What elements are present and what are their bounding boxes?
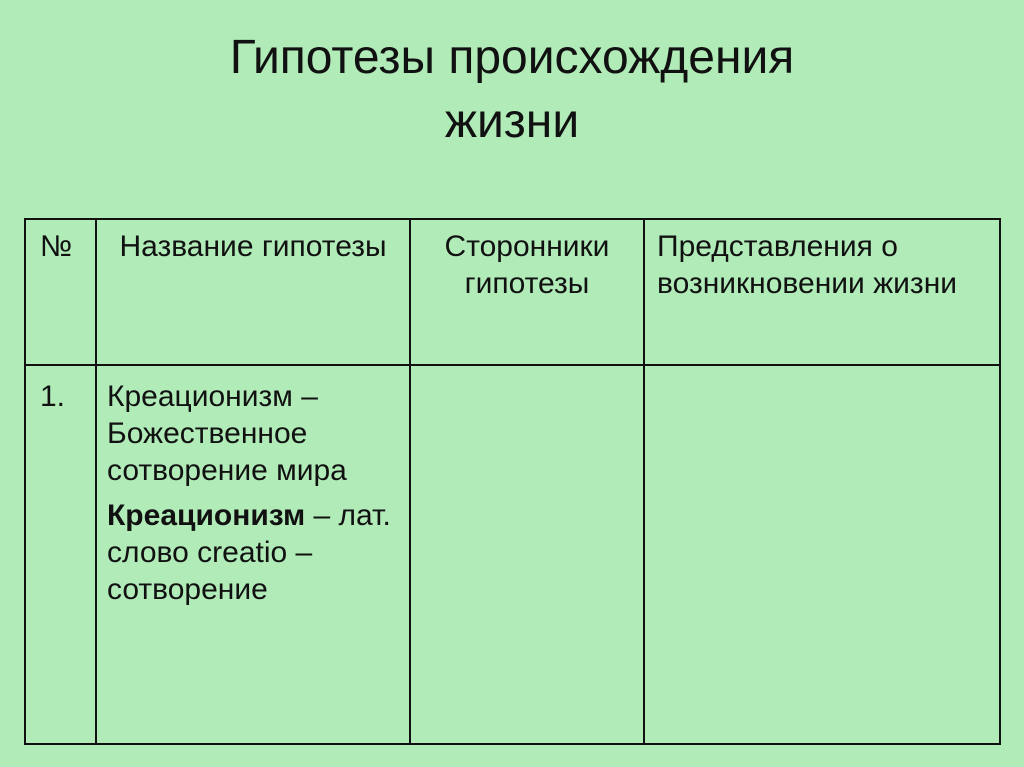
slide-title-line-2: жизни [444,95,580,148]
header-number: № [25,219,96,365]
table-header-row [25,219,1000,365]
slide-title [0,26,1024,154]
row-hypothesis-name [96,365,410,744]
hypothesis-etymology [107,497,401,608]
table-body [25,365,1000,744]
row-supporters [410,365,644,744]
header-ideas: Представления о возникновении жизни [644,219,1000,365]
row-number: 1. [25,365,96,744]
table-header [25,219,1000,365]
table-row [25,365,1000,744]
hypothesis-description: Креационизм – Божественное сотворение мира [107,380,347,487]
hypothesis-term-meaning: – лат. слово creatio – сотворение [107,499,391,606]
hypotheses-table [24,218,1001,745]
header-hypothesis-name: Название гипотезы [96,219,410,365]
row-ideas [644,365,1000,744]
slide-title-line-1: Гипотезы происхождения [229,31,795,84]
hypothesis-term: Креационизм [107,499,306,532]
header-supporters: Сторонники гипотезы [410,219,644,365]
